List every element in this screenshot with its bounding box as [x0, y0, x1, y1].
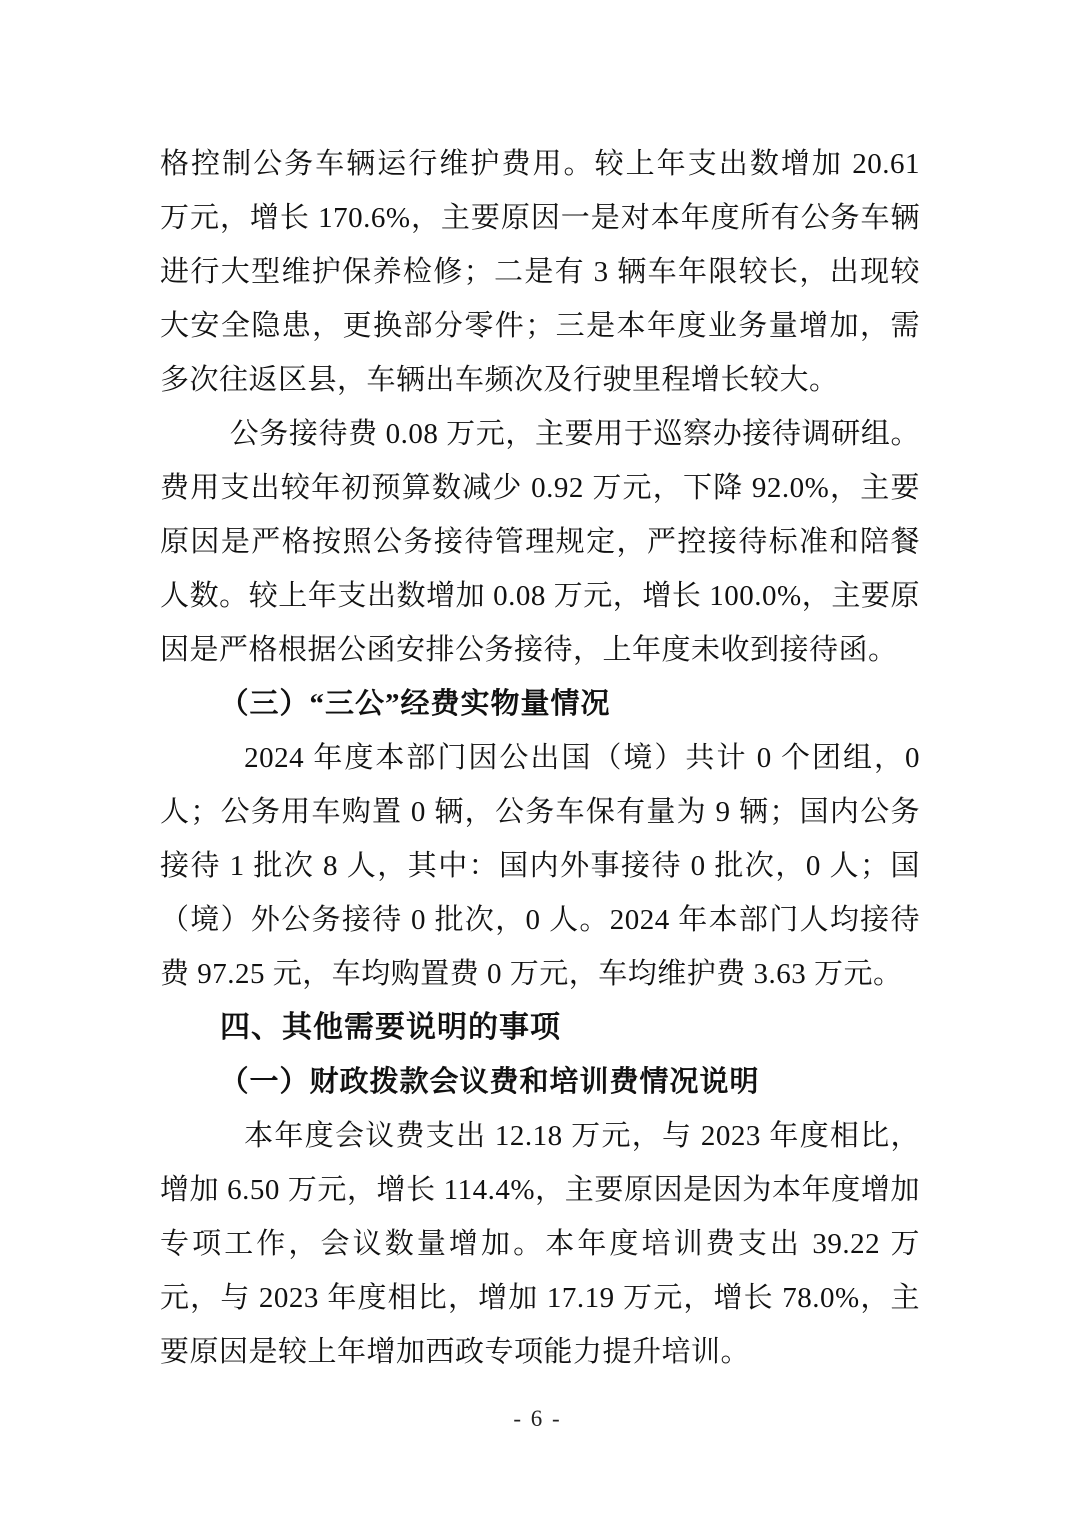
heading-section-four-one-meeting-training: （一）财政拨款会议费和培训费情况说明	[219, 1066, 760, 1098]
heading-section-three-physical-quantity: （三）“三公”经费实物量情况	[219, 688, 611, 720]
page-number: - 6 -	[513, 1406, 562, 1431]
paragraph-vehicle-operation-maintenance: 格控制公务车辆运行维护费用。较上年支出数增加 20.61 万元，增长 170.6%，主要原因一是对本年度所有公务车辆进行大型维护保养检修；二是有 3 辆车年限较长，出现较大安全隐患，更换部分零件；三是本年度业务量增加，需多次往返区县，车辆出车频次及行驶里程增长较大。	[160, 148, 920, 396]
paragraph-three-public-physical-quantity: 2024 年度本部门因公出国（境）共计 0 个团组，0 人；公务用车购置 0 辆，公务车保有量为 9 辆；国内公务接待 1 批次 8 人，其中：国内外事接待 0 批次，0 人；国（境）外公务接待 0 批次，0 人。2024 年本部门人均接待费 97.25 元，车均购置费 0 万元，车均维护费 3.63 万元。	[160, 742, 920, 990]
paragraph-official-reception-fee: 公务接待费 0.08 万元，主要用于巡察办接待调研组。费用支出较年初预算数减少 0.92 万元，下降 92.0%，主要原因是严格按照公务接待管理规定，严控接待标准和陪餐人数。较上年支出数增加 0.08 万元，增长 100.0%，主要原因是严格根据公函安排公务接待，上年度未收到接待函。	[160, 418, 920, 666]
paragraph-meeting-and-training-fee: 本年度会议费支出 12.18 万元，与 2023 年度相比，增加 6.50 万元，增长 114.4%，主要原因是因为本年度增加专项工作，会议数量增加。本年度培训费支出 39.22 万元，与 2023 年度相比，增加 17.19 万元，增长 78.0%，主要原因是较上年增加西政专项能力提升培训。	[160, 1120, 920, 1368]
heading-section-four-other-matters: 四、其他需要说明的事项	[220, 1011, 561, 1044]
page-footer	[0, 1404, 1075, 1434]
document-content	[160, 137, 920, 1379]
